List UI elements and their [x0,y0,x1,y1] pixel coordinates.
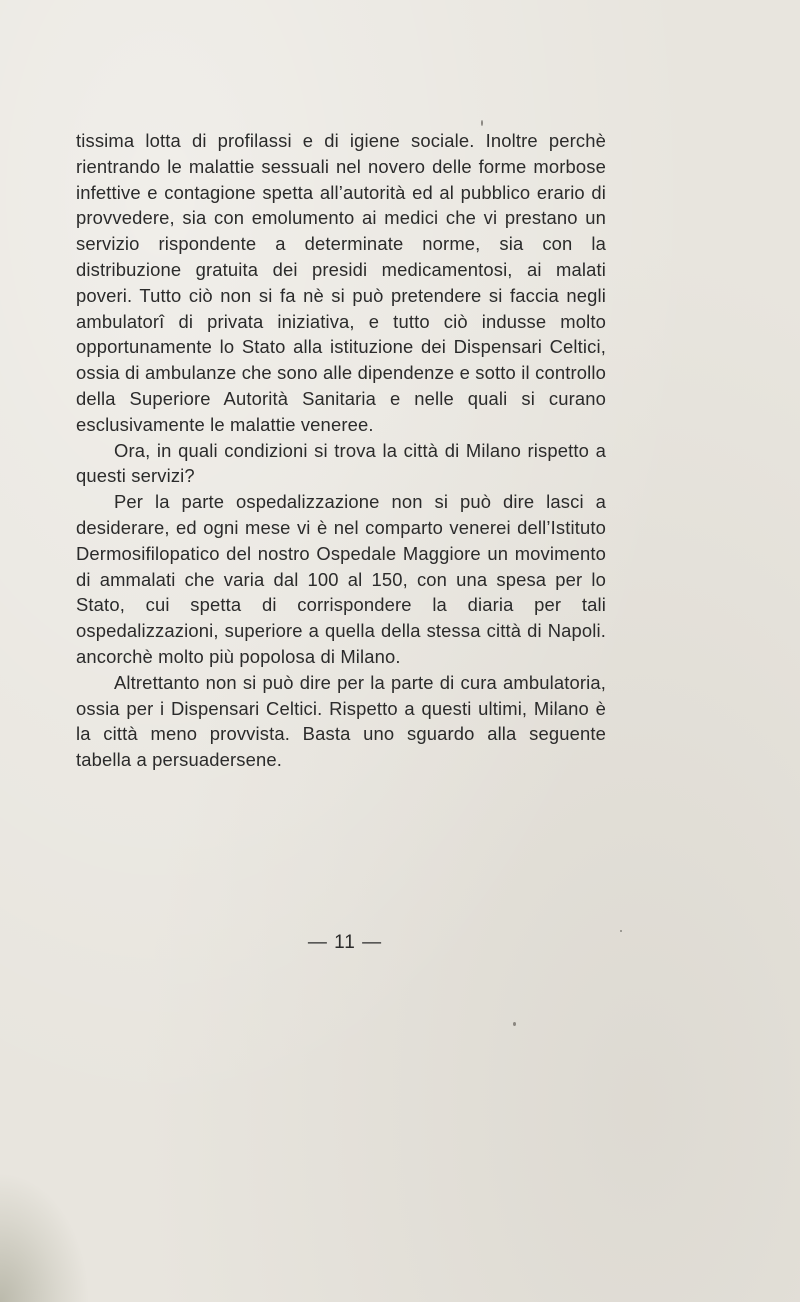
paragraph-1: tissima lotta di profilassi e di igiene sociale. Inoltre perchè rientrando le malattie sessuali nel novero delle forme morbose infettive e contagione spetta all’autorità ed al pubblico erario di provvedere, sia con emolumento ai medici che vi prestano un servizio rispondente a determinate norme, sia con la distribuzione gratuita dei presidi medicamentosi, ai malati poveri. Tutto ciò non si fa nè si può pretendere si faccia negli ambulatorî di privata iniziativa, e tutto ciò indusse molto opportunamente lo Stato alla istituzione dei Dispensari Celtici, ossia di ambulanze che sono alle dipendenze e sotto il controllo della Superiore Autorità Sanitaria e nelle quali si curano esclusivamente le malattie veneree. [76,130,606,435]
paragraph-4: Altrettanto non si può dire per la parte di cura ambulatoria, ossia per i Dispensari Celtici. Rispetto a questi ultimi, Milano è la città meno provvista. Basta uno sguardo alla seguente tabella a persuadersene. [76,671,606,771]
ink-speck [513,1022,516,1026]
paragraph-2: Ora, in quali condizioni si trova la città di Milano rispetto a questi servizi? [76,439,606,487]
page-number: — 11 — [307,932,383,953]
paragraph-3: Per la parte ospedalizzazione non si può dire lasci a desiderare, ed ogni mese vi è nel comparto venerei dell’Istituto Dermosifilopatico del nostro Ospedale Maggiore un movimento di ammalati che varia dal 100 al 150, con una spesa per lo Stato, cui spetta di corrispondere la diaria per tali ospedalizzazioni, superiore a quella della stessa città di Napoli. ancorchè molto più popolosa di Milano. [76,491,606,667]
body-text [76,128,606,773]
page-corner-stain [0,1172,90,1302]
ink-speck [481,120,483,126]
